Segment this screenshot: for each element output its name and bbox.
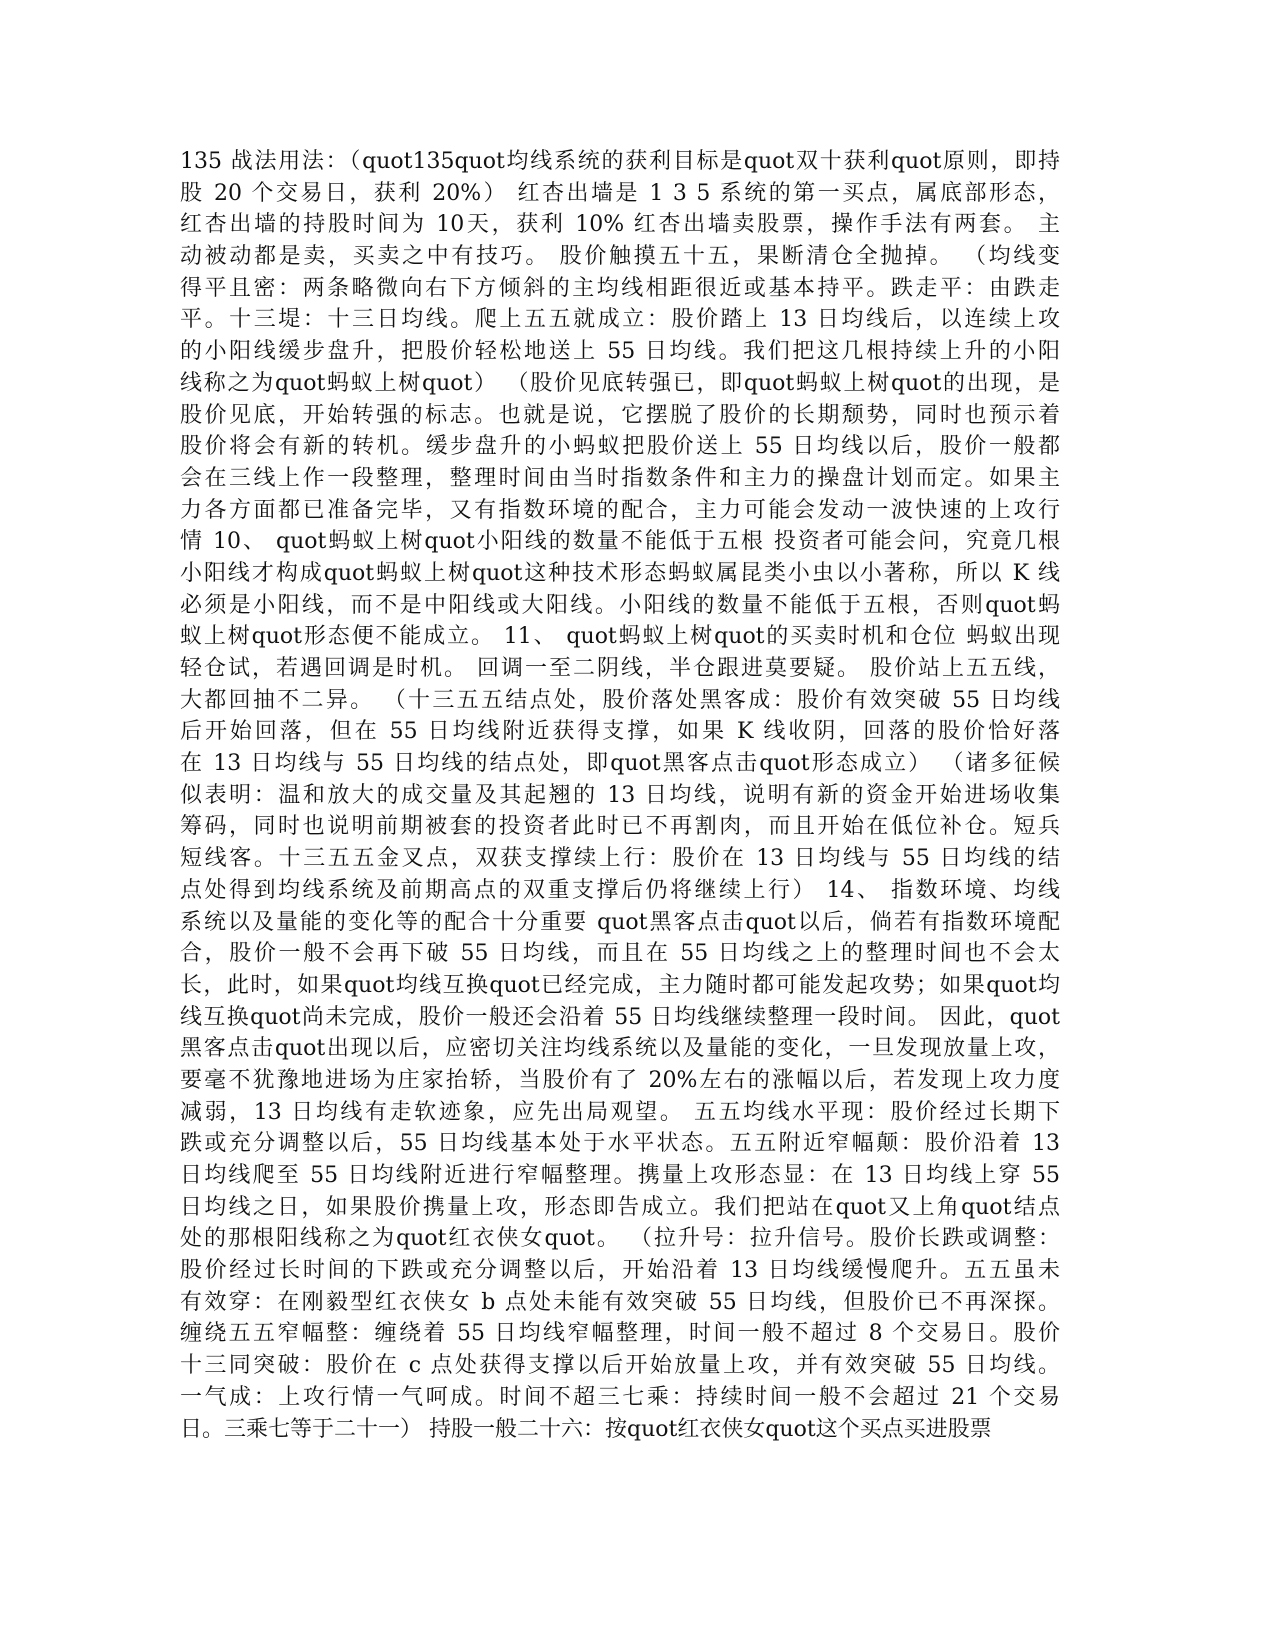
text-line: 短线客。十三五五金叉点，双获支撑续上行：股价在 13 日均线与 55 日均线的结 <box>180 846 1060 872</box>
text-line: 动被动都是卖，买卖之中有技巧。 股价触摸五十五，果断清仓全抛掉。 （均线变 <box>180 244 1060 270</box>
text-line: 情 10、 quot蚂蚁上树quot小阳线的数量不能低于五根 投资者可能会问，究竟几根 <box>180 529 1060 555</box>
text-line: 筹码，同时也说明前期被套的投资者此时已不再割肉，而且开始在低位补仓。短兵 <box>180 814 1060 840</box>
text-line: 必须是小阳线，而不是中阳线或大阳线。小阳线的数量不能低于五根，否则quot蚂 <box>180 592 1060 618</box>
text-line: 会在三线上作一段整理，整理时间由当时指数条件和主力的操盘计划而定。如果主 <box>180 465 1060 491</box>
text-line: 日。三乘七等于二十一） 持股一般二十六：按quot红衣侠女quot这个买点买进股票 <box>180 1416 992 1442</box>
text-line: 蚁上树quot形态便不能成立。 11、 quot蚂蚁上树quot的买卖时机和仓位 蚂蚁出现 <box>180 624 1060 650</box>
text-line: 力各方面都已准备完毕，又有指数环境的配合，主力可能会发动一波快速的上攻行 <box>180 497 1060 523</box>
text-line: 在 13 日均线与 55 日均线的结点处，即quot黑客点击quot形态成立） （诸多征候 <box>180 751 1060 777</box>
text-line: 日均线爬至 55 日均线附近进行窄幅整理。携量上攻形态显：在 13 日均线上穿 55 <box>180 1163 1060 1188</box>
text-line: 大都回抽不二异。 （十三五五结点处，股价落处黑客成：股价有效突破 55 日均线 <box>180 687 1060 713</box>
text-line: 点处得到均线系统及前期高点的双重支撑后仍将继续上行） 14、 指数环境、均线 <box>180 877 1060 903</box>
text-line: 要毫不犹豫地进场为庄家抬轿，当股价有了 20%左右的涨幅以后，若发现上攻力度 <box>180 1067 1060 1093</box>
text-line: 合，股价一般不会再下破 55 日均线，而且在 55 日均线之上的整理时间也不会太 <box>180 941 1060 967</box>
text-line: 股价经过长时间的下跌或充分调整以后，开始沿着 13 日均线缓慢爬升。五五虽未 <box>180 1258 1060 1284</box>
text-line: 一气成：上攻行情一气呵成。时间不超三七乘：持续时间一般不会超过 21 个交易 <box>180 1384 1060 1410</box>
text-line: 系统以及量能的变化等的配合十分重要 quot黑客点击quot以后，倘若有指数环境配 <box>180 909 1060 935</box>
text-line: 135 战法用法：（quot135quot均线系统的获利目标是quot双十获利quot原则，即持 <box>180 149 1060 174</box>
text-line: 有效穿：在刚毅型红衣侠女 b 点处未能有效突破 55 日均线，但股价已不再深探。 <box>180 1289 1060 1315</box>
text-line: 十三同突破：股价在 c 点处获得支撑以后开始放量上攻，并有效突破 55 日均线。 <box>180 1353 1060 1379</box>
text-line: 得平且密：两条略微向右下方倾斜的主均线相距很近或基本持平。跌走平：由跌走 <box>180 275 1060 301</box>
text-line: 小阳线才构成quot蚂蚁上树quot这种技术形态蚂蚁属昆类小虫以小著称，所以 K 线 <box>180 560 1060 586</box>
text-line: 后开始回落，但在 55 日均线附近获得支撑，如果 K 线收阴，回落的股价恰好落 <box>180 719 1060 745</box>
text-line: 平。十三堤：十三日均线。爬上五五就成立：股价踏上 13 日均线后，以连续上攻 <box>180 307 1060 333</box>
text-line: 红杏出墙的持股时间为 10天，获利 10% 红杏出墙卖股票，操作手法有两套。 主 <box>180 212 1060 238</box>
text-line: 股价见底，开始转强的标志。也就是说，它摆脱了股价的长期颓势，同时也预示着 <box>180 402 1060 428</box>
text-line: 缠绕五五窄幅整：缠绕着 55 日均线窄幅整理，时间一般不超过 8 个交易日。股价 <box>180 1321 1060 1347</box>
text-line: 轻仓试，若遇回调是时机。 回调一至二阴线，半仓跟进莫要疑。 股价站上五五线， <box>180 656 1060 681</box>
body-text <box>180 146 1060 1445</box>
text-line: 减弱，13 日均线有走软迹象，应先出局观望。 五五均线水平现：股价经过长期下 <box>180 1099 1060 1125</box>
text-line: 处的那根阳线称之为quot红衣侠女quot。 （拉升号：拉升信号。股价长跌或调整： <box>180 1226 1060 1252</box>
text-line: 跌或充分调整以后，55 日均线基本处于水平状态。五五附近窄幅颠：股价沿着 13 <box>180 1131 1060 1157</box>
text-line: 黑客点击quot出现以后，应密切关注均线系统以及量能的变化，一旦发现放量上攻， <box>180 1036 1060 1062</box>
text-line: 似表明：温和放大的成交量及其起翘的 13 日均线，说明有新的资金开始进场收集 <box>180 782 1060 808</box>
text-line: 股 20 个交易日，获利 20%） 红杏出墙是 1 3 5 系统的第一买点，属底部形态， <box>180 180 1060 206</box>
text-line: 线称之为quot蚂蚁上树quot） （股价见底转强已，即quot蚂蚁上树quot的出现，是 <box>180 370 1060 396</box>
text-line: 日均线之日，如果股价携量上攻，形态即告成立。我们把站在quot又上角quot结点 <box>180 1194 1060 1220</box>
text-line: 股价将会有新的转机。缓步盘升的小蚂蚁把股价送上 55 日均线以后，股价一般都 <box>180 434 1060 460</box>
text-line: 线互换quot尚未完成，股价一般还会沿着 55 日均线继续整理一段时间。 因此，quot <box>180 1004 1060 1030</box>
text-line: 长，此时，如果quot均线互换quot已经完成，主力随时都可能发起攻势；如果quot均 <box>180 972 1060 998</box>
text-line: 的小阳线缓步盘升，把股价轻松地送上 55 日均线。我们把这几根持续上升的小阳 <box>180 339 1060 365</box>
